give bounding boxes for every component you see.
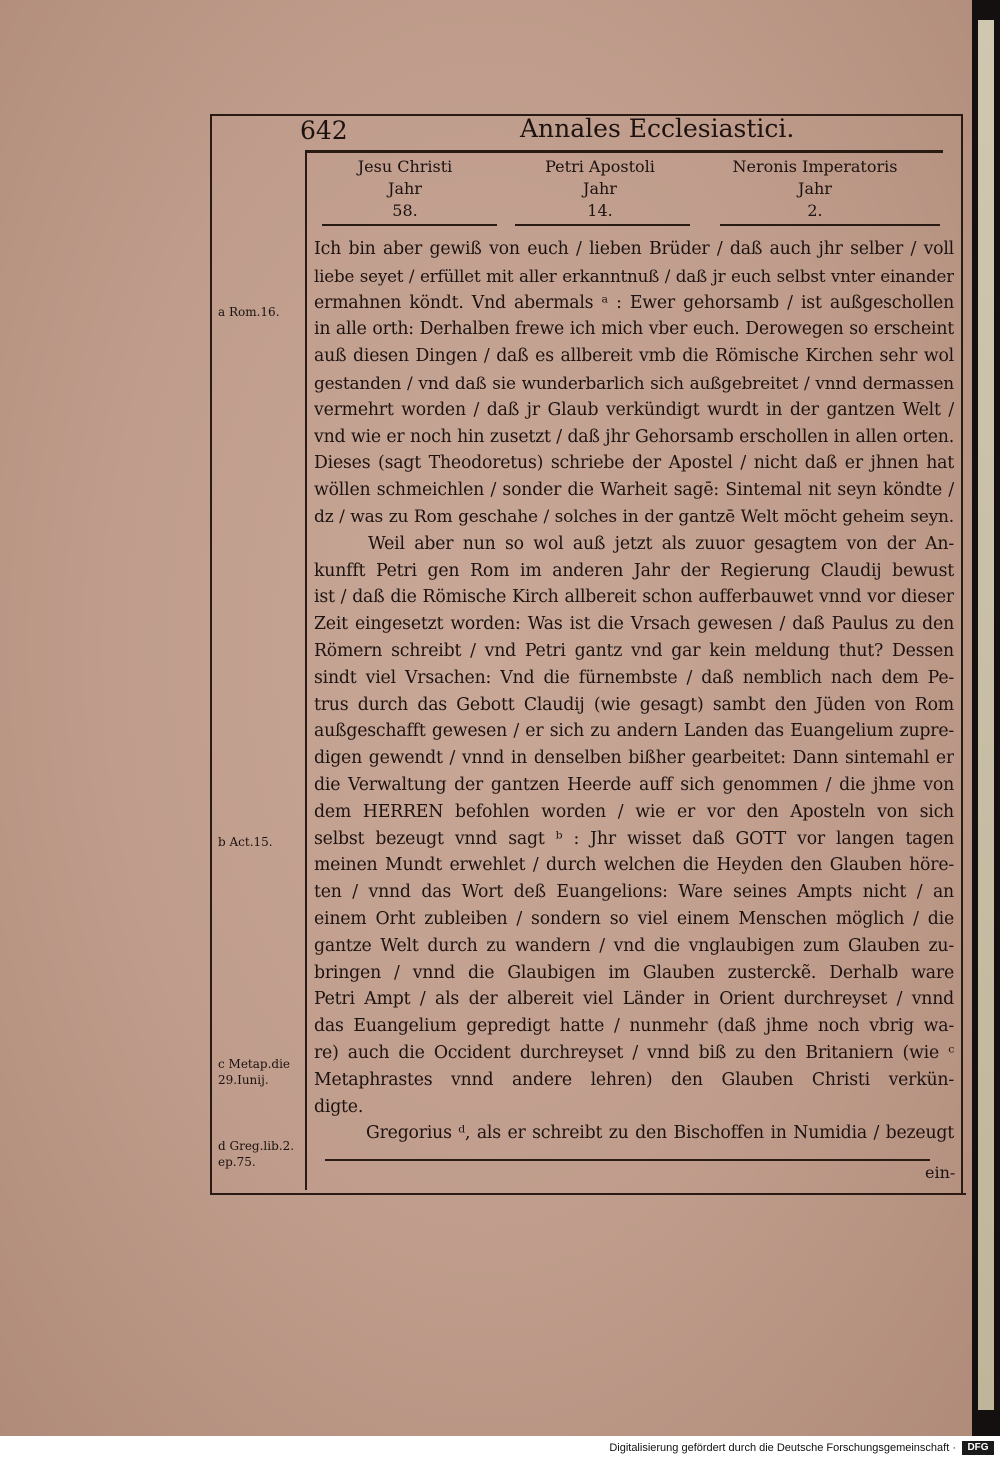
text-line: digen gewendt / vnnd in denselben bißher gearbeitet: Dann sintemahl er [314,748,954,769]
text-line: trus durch das Gebott Claudij (wie gesagt) sambt den Jüden von Rom [314,694,954,715]
running-title: Annales Ecclesiastici. [520,114,795,143]
marginal-note: c Metap.die 29.Iunij. [218,1057,291,1087]
year-column-number: 2. [807,201,823,220]
year-rule [720,224,940,226]
text-line: kunfft Petri gen Rom im anderen Jahr der Regierung Claudij bewust [314,560,954,581]
text-line: Metaphrastes vnnd andere lehren) den Glauben Christi verkün- [314,1069,954,1090]
text-line: liebe seyet / erfüllet mit aller erkanntnuß / daß jr euch selbst vnter einander [314,265,954,286]
text-line: die Verwaltung der gantzen Heerde auff sich genommen / die jhme von [314,774,954,795]
dfg-logo: DFG [962,1441,994,1455]
header-rule [305,150,943,153]
year-column-christi [330,156,480,222]
marginal-note: d Greg.lib.2. ep.75. [218,1139,295,1169]
marginal-note: b Act.15. [218,835,273,849]
text-line: vermehrt worden / daß jr Glaub verkündigt wurdt in der gantzen Welt / [314,399,954,420]
bottom-text-rule [325,1159,930,1161]
year-rule [515,224,690,226]
text-line: ermahnen köndt. Vnd abermals ᵃ : Ewer gehorsamb / ist außgeschollen [314,292,954,313]
marginal-note: a Rom.16. [218,305,280,319]
text-line: außgeschafft gewesen / er sich zu andern Landen das Euangelium zupre- [314,721,954,742]
text-line: sindt viel Vrsachen: Vnd die fürnembste / daß nemblich nach dem Pe- [314,667,954,688]
text-line: gestanden / vnd daß sie wunderbarlich sich außgebreitet / vnnd dermassen [314,372,954,393]
frame-right-rule [961,114,963,1194]
scan-edge [972,0,1000,1436]
text-line: Zeit eingesetzt worden: Was ist die Vrsach gewesen / daß Paulus zu den [314,614,954,635]
text-line: selbst bezeugt vnnd sagt ᵇ : Jhr wisset daß GOTT vor langen tagen [314,828,954,849]
footer-credit: Digitalisierung gefördert durch die Deutsche Forschungsgemeinschaft · [609,1442,956,1454]
text-line: in alle orth: Derhalben frewe ich mich vber euch. Derowegen so erscheint [314,319,954,340]
year-column-petri [525,156,675,222]
text-line: gantze Welt durch zu wandern / vnd die vnglaubigen zum Glauben zu- [314,935,954,956]
text-line: Dieses (sagt Theodoretus) schriebe der Apostel / nicht daß er jhnen hat [314,453,954,474]
text-line: dem HERREN befohlen worden / wie er vor den Aposteln von sich [314,801,954,822]
text-line: vnd wie er noch hin zusetzt / daß jhr Gehorsamb erschollen in allen orten. [314,426,954,447]
text-line: ist / daß die Römische Kirch allbereit schon aufferbauwet vnnd vor dieser [314,587,954,608]
catchword: ein- [925,1163,956,1182]
text-line: bringen / vnnd die Glaubigen im Glauben zusterckẽ. Derhalb ware [314,962,954,983]
text-line: Weil aber nun so wol auß jetzt als zuuor gesagtem von der An- [368,533,954,554]
year-column-number: 14. [587,201,613,220]
year-column-sub: Jahr [388,179,422,198]
year-column-sub: Jahr [583,179,617,198]
scan-footer [0,1436,1000,1462]
scan-edge-strip [978,20,994,1410]
body-text [314,236,954,1147]
page-number: 642 [300,116,348,145]
text-line: Ich bin aber gewiß von euch / lieben Brüder / daß auch jhr selber / voll [314,239,954,259]
text-line: das Euangelium gepredigt hatte / nunmehr (daß jhme noch vbrig wa- [314,1016,954,1037]
margin-column-rule [305,150,307,1190]
text-line: digte. [314,1096,364,1117]
text-line: einem Orht zubleiben / sondern so viel einem Menschen möglich / die [314,908,954,929]
year-column-number: 58. [392,201,418,220]
text-line: Petri Ampt / als der albereit viel Länder in Orient durchreyset / vnnd [314,989,954,1010]
year-column-label: Petri Apostoli [545,157,655,176]
year-column-label: Neronis Imperatoris [732,157,898,176]
text-line: dz / was zu Rom geschahe / solches in der gantzē Welt möcht geheim seyn. [314,506,954,527]
text-line: ten / vnnd das Wort deß Euangelions: Ware seines Ampts nicht / an [314,882,954,903]
text-line: wöllen schmeichlen / sonder die Warheit sagē: Sintemal nit seyn köndte / [314,480,954,501]
year-rule [322,224,497,226]
text-line: re) auch die Occident durchreyset / vnnd biß zu den Britaniern (wie ᶜ [314,1042,954,1063]
text-line: auß diesen Dingen / daß es allbereit vmb die Römische Kirchen sehr wol [314,346,954,367]
year-column-sub: Jahr [798,179,832,198]
frame-left-rule [210,114,212,1194]
text-line: Gregorius ᵈ, als er schreibt zu den Bischoffen in Numidia / bezeugt [366,1123,954,1144]
year-column-neronis [710,156,920,222]
year-column-label: Jesu Christi [357,157,453,176]
frame-bottom-rule [210,1193,966,1195]
text-line: Römern schreibt / vnd Petri gantz vnd gar kein meldung thut? Dessen [314,640,954,661]
text-line: meinen Mundt erwehlet / durch welchen die Heyden den Glauben höre- [314,855,954,876]
